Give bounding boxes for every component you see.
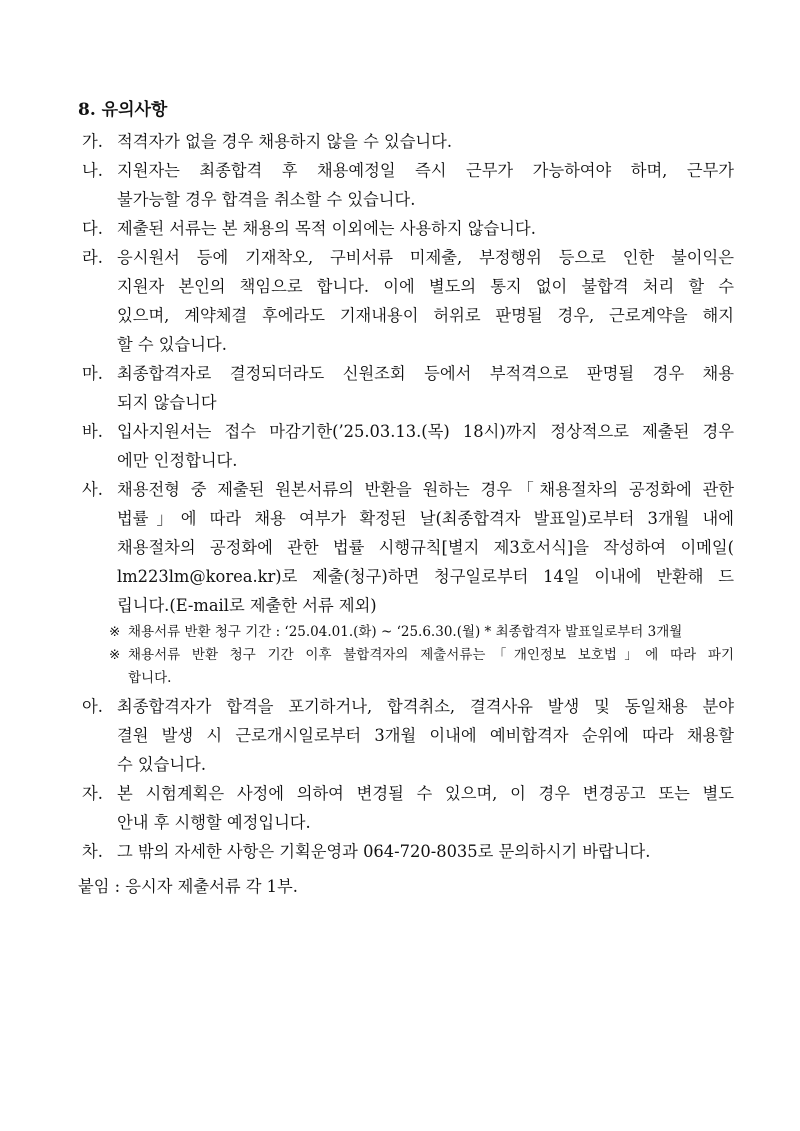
- reference-mark: ※: [109, 647, 121, 663]
- item-line: 적격자가 없을 경우 채용하지 않을 수 있습니다.: [117, 132, 453, 151]
- item-line: 결원 발생 시 근로개시일로부터 3개월 이내에 예비합격자 순위에 따라 채용할: [117, 726, 734, 745]
- item-text: [117, 475, 734, 620]
- item-line: 수 있습니다.: [117, 755, 206, 774]
- note-line: 채용서류 반환 청구 기간 : ‘25.04.01.(화) ~ ‘25.6.30.(월) * 최종합격자 발표일로부터 3개월: [128, 624, 683, 640]
- notice-item: [82, 127, 734, 156]
- item-label: 차.: [82, 842, 103, 861]
- item-label: 아.: [82, 697, 103, 716]
- note-text: [128, 621, 734, 644]
- item-line: 응시원서 등에 기재착오, 구비서류 미제출, 부정행위 등으로 인한 불이익은: [117, 248, 734, 267]
- item-line: 안내 후 시행할 예정입니다.: [117, 813, 311, 832]
- item-line: 립니다.(E-mail로 제출한 서류 제외): [117, 596, 377, 615]
- notice-item: [82, 475, 734, 620]
- item-label: 바.: [82, 422, 103, 441]
- notice-item: [82, 359, 734, 417]
- notice-item: [82, 692, 734, 779]
- item-line: 최종합격자로 결정되더라도 신원조회 등에서 부적격으로 판명될 경우 채용: [117, 364, 734, 383]
- item-text: [117, 156, 734, 214]
- note-item: [109, 621, 734, 644]
- item-line: 불가능할 경우 합격을 취소할 수 있습니다.: [117, 190, 416, 209]
- item-text: [117, 214, 734, 243]
- item-line: 채용전형 중 제출된 원본서류의 반환을 원하는 경우「채용절차의 공정화에 관한: [117, 480, 734, 499]
- item-text: [117, 127, 734, 156]
- item-text: [117, 779, 734, 837]
- item-label: 나.: [82, 161, 103, 180]
- attachment-note: 붙임 : 응시자 제출서류 각 1부.: [78, 877, 298, 896]
- notice-item: [82, 837, 734, 866]
- reference-mark: ※: [109, 624, 121, 640]
- notice-item: [82, 779, 734, 837]
- item-line: 본 시험계획은 사정에 의하여 변경될 수 있으며, 이 경우 변경공고 또는 별도: [117, 784, 734, 803]
- return-notes: [109, 621, 734, 690]
- item-text: [117, 243, 734, 359]
- note-item: [109, 644, 734, 690]
- item-label: 가.: [82, 132, 103, 151]
- item-line: lm223lm@korea.kr)로 제출(청구)하면 청구일로부터 14일 이내에 반환해 드: [117, 567, 734, 586]
- item-label: 사.: [82, 480, 103, 499]
- notice-item: [82, 156, 734, 214]
- item-text: [117, 837, 734, 866]
- item-line: 채용절차의 공정화에 관한 법률 시행규칙[별지 제3호서식]을 작성하여 이메일(: [117, 538, 734, 557]
- item-label: 라.: [82, 248, 103, 267]
- item-line: 할 수 있습니다.: [117, 335, 227, 354]
- item-label: 마.: [82, 364, 103, 383]
- notice-list: [82, 127, 734, 866]
- item-line: 입사지원서는 접수 마감기한(’25.03.13.(목) 18시)까지 정상적으로 제출된 경우: [117, 422, 734, 441]
- item-line: 지원자 본인의 책임으로 합니다. 이에 별도의 통지 없이 불합격 처리 할 수: [117, 277, 734, 296]
- note-line: 합니다.: [128, 670, 172, 686]
- section-heading: 8. 유의사항: [78, 100, 168, 120]
- item-line: 제출된 서류는 본 채용의 목적 이외에는 사용하지 않습니다.: [117, 219, 536, 238]
- notice-item: [82, 214, 734, 243]
- notice-item: [82, 417, 734, 475]
- item-text: [117, 359, 734, 417]
- item-line: 있으며, 계약체결 후에라도 기재내용이 허위로 판명될 경우, 근로계약을 해지: [117, 306, 734, 325]
- note-line: 채용서류 반환 청구 기간 이후 불합격자의 제출서류는「개인정보 보호법」에 따라 파기: [128, 647, 734, 663]
- item-line: 되지 않습니다: [117, 393, 217, 412]
- item-label: 자.: [82, 784, 103, 803]
- item-label: 다.: [82, 219, 103, 238]
- item-line: 에만 인정합니다.: [117, 451, 238, 470]
- item-line: 지원자는 최종합격 후 채용예정일 즉시 근무가 가능하여야 하며, 근무가: [117, 161, 734, 180]
- item-line: 그 밖의 자세한 사항은 기획운영과 064-720-8035로 문의하시기 바랍니다.: [117, 842, 651, 861]
- notice-item: [82, 243, 734, 359]
- item-line: 법률」에 따라 채용 여부가 확정된 날(최종합격자 발표일)로부터 3개월 내에: [117, 509, 734, 528]
- item-text: [117, 692, 734, 779]
- item-text: [117, 417, 734, 475]
- item-line: 최종합격자가 합격을 포기하거나, 합격취소, 결격사유 발생 및 동일채용 분야: [117, 697, 734, 716]
- note-text: [128, 644, 734, 690]
